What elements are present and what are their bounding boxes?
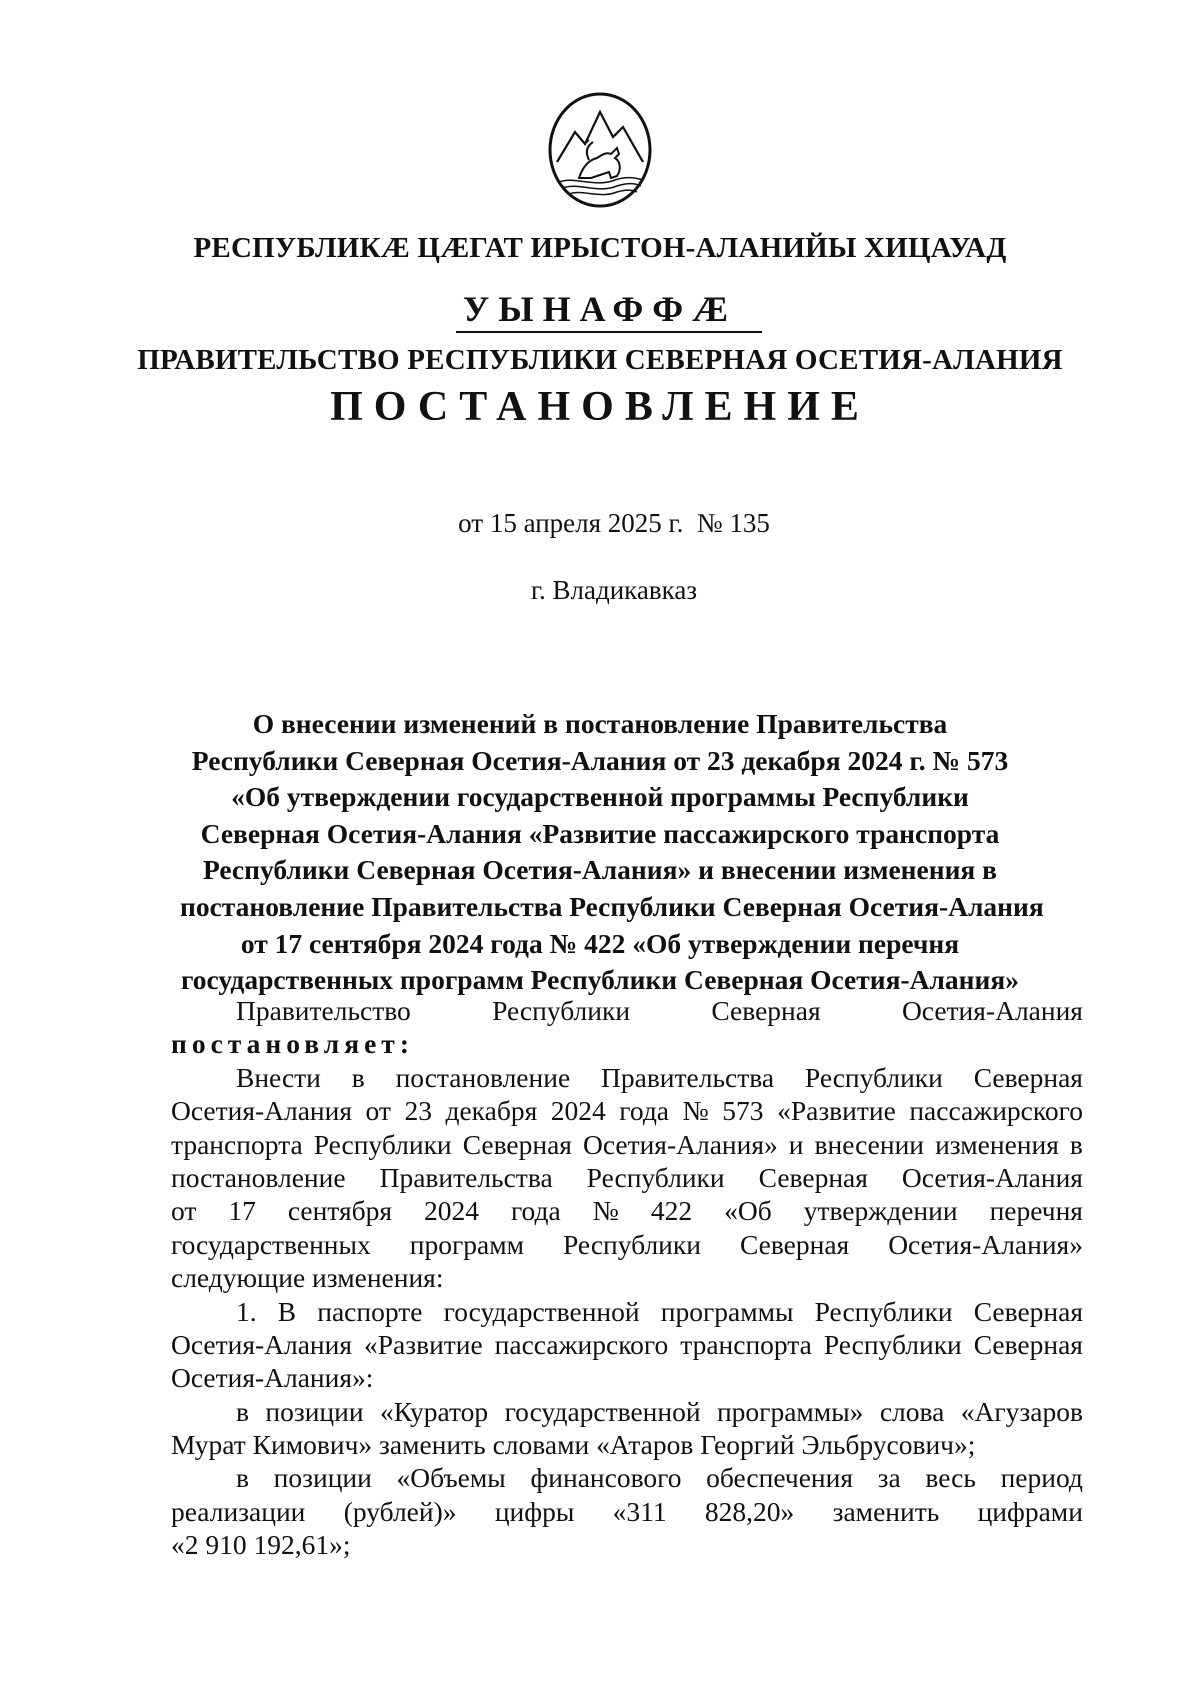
paragraph-line [171, 1161, 1083, 1194]
word: постановление [171, 1161, 346, 1193]
word: Осетия-Алания [901, 995, 1083, 1026]
word: В [277, 1295, 297, 1327]
word: 2024 [550, 1095, 606, 1127]
paragraph-line [171, 1395, 1083, 1428]
word: период [1000, 1462, 1083, 1494]
word: декабря [445, 1095, 538, 1127]
word: в [236, 1462, 249, 1494]
paragraph-line [171, 1295, 1083, 1328]
word: «Развитие [363, 1328, 483, 1360]
word: в [236, 1395, 249, 1427]
date-and-number: от 15 апреля 2025 г. № 135 [458, 508, 770, 538]
word: внесении [814, 1128, 925, 1160]
title-line: постановление Правительства Республики Северная Осетия-Алания [180, 890, 1044, 922]
word: «Агузаров [960, 1395, 1083, 1427]
word: государственных [171, 1228, 371, 1260]
word: цифры [494, 1495, 575, 1527]
word: Осетия-Алания» [888, 1228, 1083, 1260]
word: года [510, 1195, 561, 1227]
word: Республики [586, 1161, 725, 1193]
word: Республики [492, 995, 631, 1026]
word: обеспечения [706, 1462, 853, 1494]
word: программы [660, 1295, 794, 1327]
russian-document-type: ПОСТАНОВЛЕНИЕ [330, 384, 870, 430]
word: Осетия-Алания [171, 1328, 353, 1360]
word: программы» [716, 1395, 864, 1427]
word: и [788, 1128, 804, 1160]
word: № [682, 1095, 709, 1127]
paragraph-line [171, 1461, 1083, 1494]
word: Осетия-Алания [901, 1161, 1083, 1193]
intro-line [171, 994, 1083, 1027]
word: 573 [722, 1095, 764, 1127]
ossetian-government-name: РЕСПУБЛИКÆ ЦÆГАТ ИРЫСТОН-АЛАНИЙЫ ХИЦАУАД [193, 232, 1007, 264]
word: «Об [724, 1195, 772, 1227]
word: в [1069, 1128, 1083, 1160]
paragraph-line [171, 1495, 1083, 1528]
paragraph-line [171, 1228, 1083, 1261]
word: 828,20» [704, 1495, 795, 1527]
word: транспорта [680, 1328, 812, 1360]
word: Республики [563, 1228, 701, 1260]
word: Северная [711, 995, 821, 1026]
word: паспорте [317, 1295, 423, 1327]
title-underline [456, 331, 762, 333]
word: Осетия-Алания» [582, 1128, 778, 1160]
ossetian-document-type: УЫНАФФÆ [462, 289, 738, 329]
word: № [592, 1195, 619, 1227]
word: Северная [739, 1228, 850, 1260]
word: финансового [530, 1462, 682, 1494]
word: Республики [814, 1295, 953, 1327]
word: 23 [404, 1095, 432, 1127]
paragraph-line [171, 1194, 1083, 1227]
word: Республики [804, 1061, 943, 1093]
word: Северная [758, 1161, 868, 1193]
word: 17 [228, 1195, 256, 1227]
paragraph-line [171, 1094, 1083, 1127]
word: изменения [935, 1128, 1059, 1160]
word: Внести [236, 1061, 321, 1093]
word: постановление [395, 1061, 571, 1093]
russian-government-name: ПРАВИТЕЛЬСТВО РЕСПУБЛИКИ СЕВЕРНАЯ ОСЕТИЯ-АЛАНИЯ [137, 344, 1063, 376]
paragraph-line: «2 910 192,61»; [171, 1529, 351, 1561]
paragraph-line [171, 1128, 1083, 1161]
paragraph-line [171, 1061, 1083, 1094]
word: Осетия-Алания [171, 1095, 353, 1127]
word: года [619, 1095, 670, 1127]
word: «Развитие [777, 1095, 896, 1127]
body-text [171, 994, 1083, 1562]
word: «Куратор [379, 1395, 489, 1427]
word: позиции [273, 1462, 372, 1494]
word: Северная [973, 1061, 1083, 1093]
title-line: Республики Северная Осетия-Алания» и внесении изменения в [202, 854, 998, 886]
word: Северная [462, 1128, 572, 1160]
word: государственной [504, 1395, 701, 1427]
word: от [365, 1095, 391, 1127]
title-line: Северная Осетия-Алания «Развитие пассажирского транспорта [200, 817, 1000, 849]
word: Правительства [601, 1061, 775, 1093]
word: Республики [823, 1328, 962, 1360]
word: «Объемы [396, 1462, 506, 1494]
paragraph-line: Мурат Кимович» заменить словами «Атаров Георгий Эльбрусович»; [171, 1429, 976, 1461]
title-line: государственных программ Республики Северная Осетия-Алания» [181, 964, 1019, 996]
word: 422 [650, 1195, 693, 1227]
word: «311 [612, 1495, 667, 1527]
word: программ [409, 1228, 525, 1260]
title-line: О внесении изменений в постановление Правительства [252, 708, 948, 739]
word: пассажирского [494, 1328, 669, 1360]
word: Правительства [379, 1161, 553, 1193]
word: за [877, 1462, 901, 1494]
paragraph-line [171, 1328, 1083, 1361]
word: заменить [832, 1495, 940, 1527]
word: пассажирского [909, 1095, 1083, 1127]
word: транспорта [171, 1128, 303, 1160]
paragraph-line: следующие изменения: [171, 1262, 444, 1294]
word: утверждении [803, 1195, 958, 1227]
word: позиции [265, 1395, 364, 1427]
word: 1. [236, 1295, 257, 1327]
paragraph-line: Осетия-Алания»: [171, 1362, 374, 1394]
word: весь [925, 1462, 976, 1494]
word: Северная [973, 1295, 1083, 1327]
coat-of-arms-emblem [545, 92, 655, 212]
word: государственной [443, 1295, 640, 1327]
word: Республики [313, 1128, 452, 1160]
word: Правительство [236, 995, 411, 1026]
word: реализации [171, 1495, 306, 1527]
decrees-word: постановляет: [171, 1028, 414, 1060]
city: г. Владикавказ [531, 575, 697, 605]
word: сентября [287, 1195, 393, 1227]
word: слова [879, 1395, 945, 1427]
title-line: Республики Северная Осетия-Алания от 23 декабря 2024 г. № 573 [191, 744, 1009, 776]
title-line: «Об утверждении государственной программы Республики [231, 781, 969, 813]
word: в [351, 1061, 365, 1093]
word: от [171, 1195, 197, 1227]
word: Северная [973, 1328, 1083, 1360]
document-title [180, 706, 1044, 999]
word: цифрами [977, 1495, 1083, 1527]
word: (рублей)» [343, 1495, 457, 1527]
word: 2024 [423, 1195, 479, 1227]
word: перечня [989, 1195, 1083, 1227]
title-line: от 17 сентября 2024 года № 422 «Об утверждении перечня [240, 927, 960, 959]
